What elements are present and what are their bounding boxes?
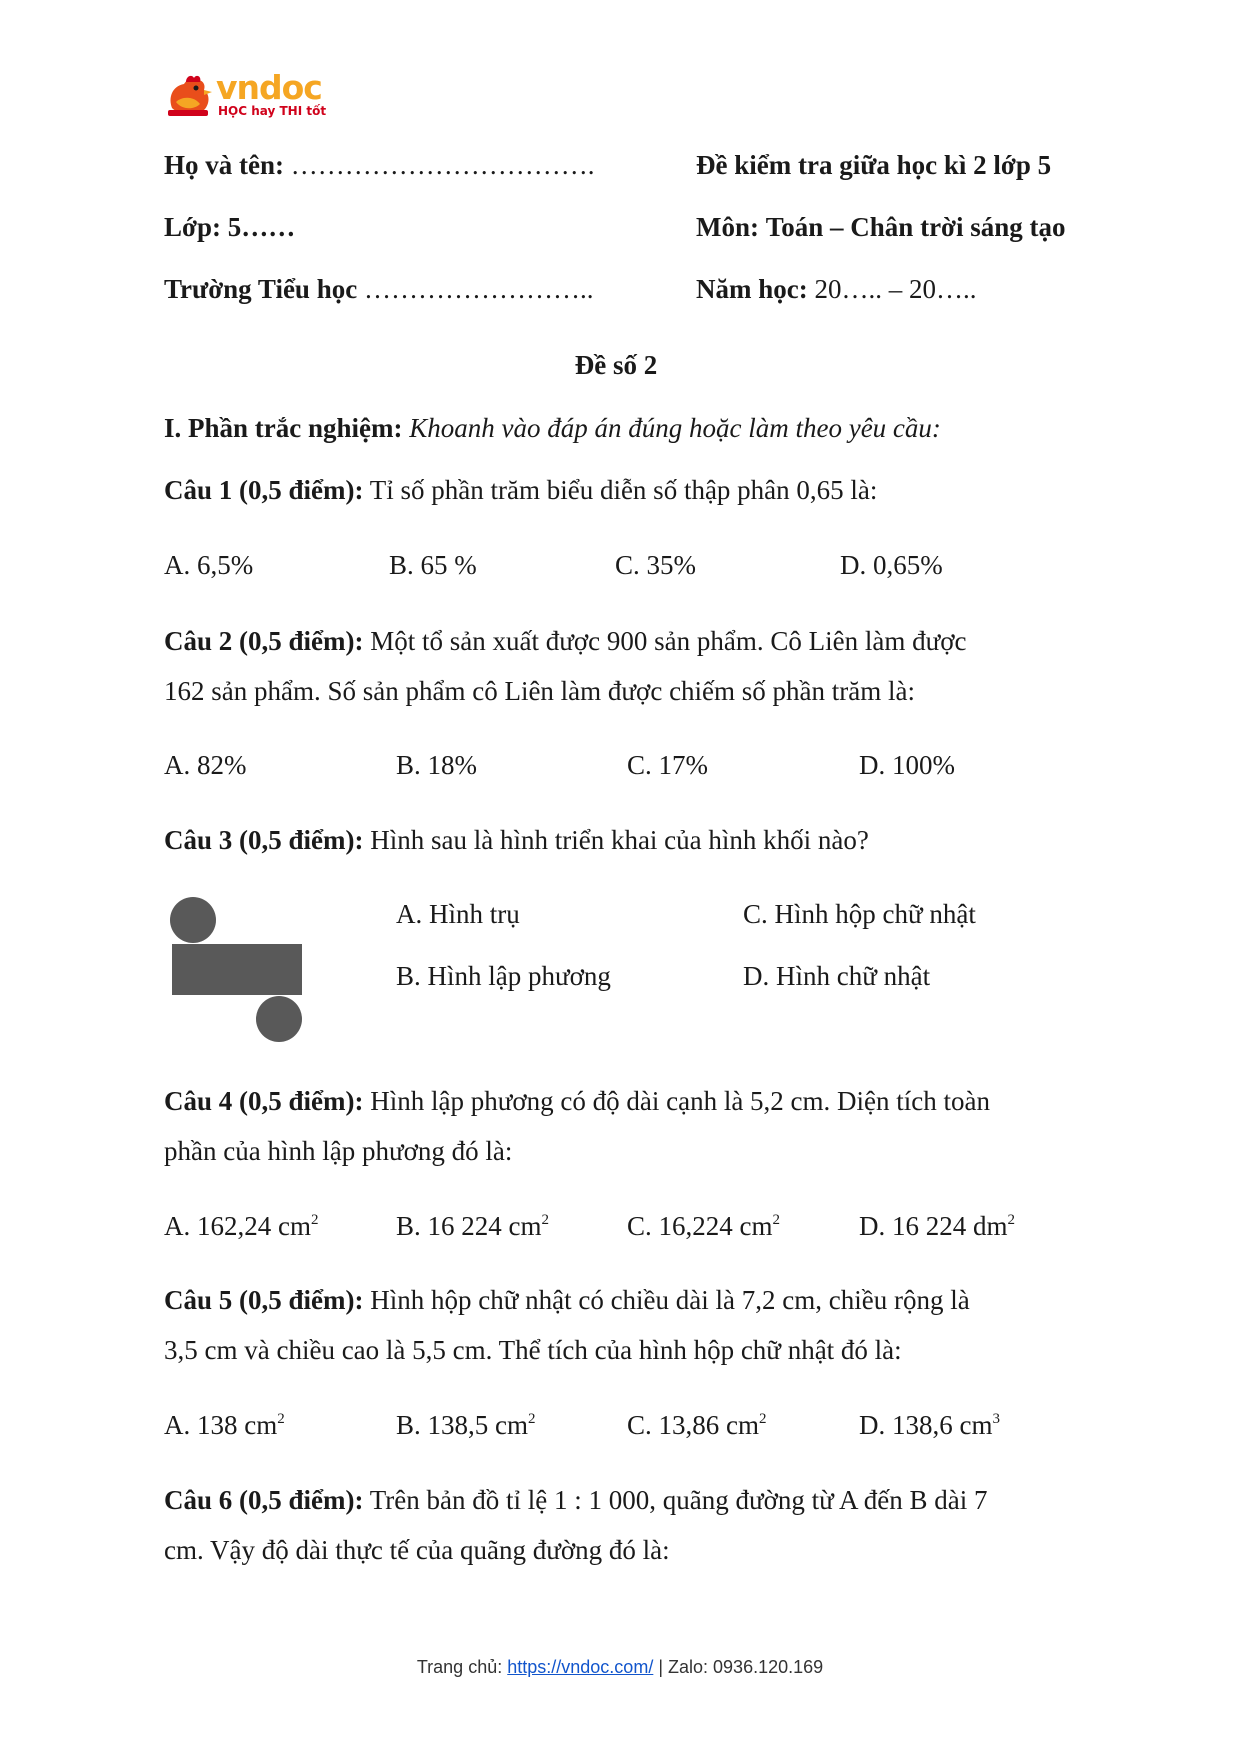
footer-prefix: Trang chủ: bbox=[416, 1657, 503, 1677]
question-5-label: Câu 5 (0,5 điểm): bbox=[164, 1285, 364, 1315]
q4-option-c-exponent: 2 bbox=[772, 1212, 780, 1228]
q5-option-b[interactable] bbox=[396, 1409, 536, 1441]
q5-option-d[interactable] bbox=[859, 1409, 1000, 1441]
school-line bbox=[164, 273, 593, 305]
q3-option-b[interactable]: B. Hình lập phương bbox=[396, 961, 611, 991]
question-2-label: Câu 2 (0,5 điểm): bbox=[164, 626, 364, 656]
year-line bbox=[696, 273, 976, 305]
q2-option-a[interactable]: A. 82% bbox=[164, 750, 247, 780]
q3-option-c[interactable]: C. Hình hộp chữ nhật bbox=[743, 899, 976, 929]
cylinder-net-figure bbox=[166, 895, 314, 1045]
question-1 bbox=[164, 474, 877, 506]
question-6 bbox=[164, 1484, 988, 1516]
question-3 bbox=[164, 824, 869, 856]
q4-option-d[interactable] bbox=[859, 1210, 1015, 1242]
footer-contact: | Zalo: 0936.120.169 bbox=[658, 1657, 824, 1677]
question-3-text: Hình sau là hình triển khai của hình khối nào? bbox=[370, 825, 869, 855]
q5-option-c-text: C. 13,86 cm bbox=[627, 1410, 759, 1440]
question-6-text-line1: Trên bản đồ tỉ lệ 1 : 1 000, quãng đường từ A đến B dài 7 bbox=[369, 1485, 988, 1515]
q5-option-a[interactable] bbox=[164, 1409, 285, 1441]
q4-option-d-exponent: 2 bbox=[1007, 1212, 1015, 1228]
q1-option-d[interactable]: D. 0,65% bbox=[840, 550, 943, 580]
q4-option-a-text: A. 162,24 cm bbox=[164, 1211, 311, 1241]
year-value: 20….. – 20….. bbox=[814, 274, 977, 304]
question-6-label: Câu 6 (0,5 điểm): bbox=[164, 1485, 364, 1515]
q5-option-a-text: A. 138 cm bbox=[164, 1410, 278, 1440]
question-4-text-line1: Hình lập phương có độ dài cạnh là 5,2 cm. Diện tích toàn bbox=[370, 1086, 990, 1116]
page-footer bbox=[0, 1657, 1240, 1678]
vndoc-logo[interactable] bbox=[164, 68, 327, 122]
class-label: Lớp: bbox=[164, 212, 221, 242]
bottom-circle bbox=[256, 996, 302, 1042]
question-2-text-line1: Một tổ sản xuất được 900 sản phẩm. Cô Liên làm được bbox=[370, 626, 967, 656]
section1-heading bbox=[164, 412, 941, 444]
q5-option-b-exponent: 2 bbox=[528, 1411, 536, 1427]
question-4-text-line2: phần của hình lập phương đó là: bbox=[164, 1136, 513, 1166]
q1-option-c[interactable]: C. 35% bbox=[615, 550, 696, 580]
exam-title: Đề kiểm tra giữa học kì 2 lớp 5 bbox=[696, 150, 1052, 180]
logo-tagline: HỌC hay THI tốt bbox=[218, 104, 327, 118]
subject-label: Môn: bbox=[696, 212, 759, 242]
q1-option-a[interactable]: A. 6,5% bbox=[164, 550, 254, 580]
question-3-label: Câu 3 (0,5 điểm): bbox=[164, 825, 364, 855]
school-label: Trường Tiểu học bbox=[164, 274, 358, 304]
q5-option-d-text: D. 138,6 cm bbox=[859, 1410, 993, 1440]
q5-option-a-exponent: 2 bbox=[277, 1411, 285, 1427]
q2-option-d[interactable]: D. 100% bbox=[859, 750, 955, 780]
q2-option-b[interactable]: B. 18% bbox=[396, 750, 477, 780]
year-label: Năm học: bbox=[696, 274, 808, 304]
class-line bbox=[164, 211, 295, 243]
name-label: Họ và tên: bbox=[164, 150, 284, 180]
q5-option-c-exponent: 2 bbox=[759, 1411, 767, 1427]
q2-option-c[interactable]: C. 17% bbox=[627, 750, 708, 780]
q4-option-b-text: B. 16 224 cm bbox=[396, 1211, 542, 1241]
question-5-text-line2: 3,5 cm và chiều cao là 5,5 cm. Thể tích của hình hộp chữ nhật đó là: bbox=[164, 1335, 902, 1365]
question-1-label: Câu 1 (0,5 điểm): bbox=[164, 475, 364, 505]
question-6-text-line2: cm. Vậy độ dài thực tế của quãng đường đó là: bbox=[164, 1535, 670, 1565]
q4-option-c[interactable] bbox=[627, 1210, 780, 1242]
q4-option-b[interactable] bbox=[396, 1210, 549, 1242]
q4-option-a-exponent: 2 bbox=[310, 1212, 319, 1228]
q5-option-b-text: B. 138,5 cm bbox=[396, 1410, 528, 1440]
class-value: 5…… bbox=[227, 212, 296, 242]
q4-option-d-text: D. 16 224 dm bbox=[859, 1211, 1008, 1241]
exam-number: Đề số 2 bbox=[574, 350, 658, 380]
subject-value: Toán – Chân trời sáng tạo bbox=[765, 212, 1066, 242]
section1-title: I. Phần trắc nghiệm: bbox=[164, 413, 403, 443]
school-dots: …………………….. bbox=[363, 274, 594, 304]
question-1-text: Tỉ số phần trăm biểu diễn số thập phân 0,65 là: bbox=[369, 475, 878, 505]
q3-option-d[interactable]: D. Hình chữ nhật bbox=[743, 961, 931, 991]
question-5 bbox=[164, 1284, 970, 1316]
logo-wordmark: vndoc bbox=[216, 68, 322, 107]
q5-option-d-exponent: 3 bbox=[992, 1411, 1000, 1427]
q1-option-b[interactable]: B. 65 % bbox=[389, 550, 477, 580]
q4-option-c-text: C. 16,224 cm bbox=[627, 1211, 773, 1241]
lateral-rectangle bbox=[172, 944, 302, 995]
q5-option-c[interactable] bbox=[627, 1409, 767, 1441]
homepage-link[interactable]: https://vndoc.com/ bbox=[507, 1657, 654, 1677]
q4-option-b-exponent: 2 bbox=[541, 1212, 549, 1228]
question-2 bbox=[164, 625, 966, 657]
question-4-label: Câu 4 (0,5 điểm): bbox=[164, 1086, 364, 1116]
question-2-text-line2: 162 sản phẩm. Số sản phẩm cô Liên làm được chiếm số phần trăm là: bbox=[164, 676, 915, 706]
q4-option-a[interactable] bbox=[164, 1210, 318, 1242]
question-4 bbox=[164, 1085, 990, 1117]
top-circle bbox=[170, 897, 216, 943]
section1-instruction: Khoanh vào đáp án đúng hoặc làm theo yêu cầu: bbox=[409, 413, 941, 443]
rooster-icon bbox=[164, 72, 214, 118]
name-dots: ……………………………. bbox=[290, 150, 595, 180]
q3-option-a[interactable]: A. Hình trụ bbox=[396, 899, 520, 929]
name-line bbox=[164, 149, 594, 181]
question-5-text-line1: Hình hộp chữ nhật có chiều dài là 7,2 cm, chiều rộng là bbox=[370, 1285, 970, 1315]
subject-line bbox=[696, 211, 1066, 243]
